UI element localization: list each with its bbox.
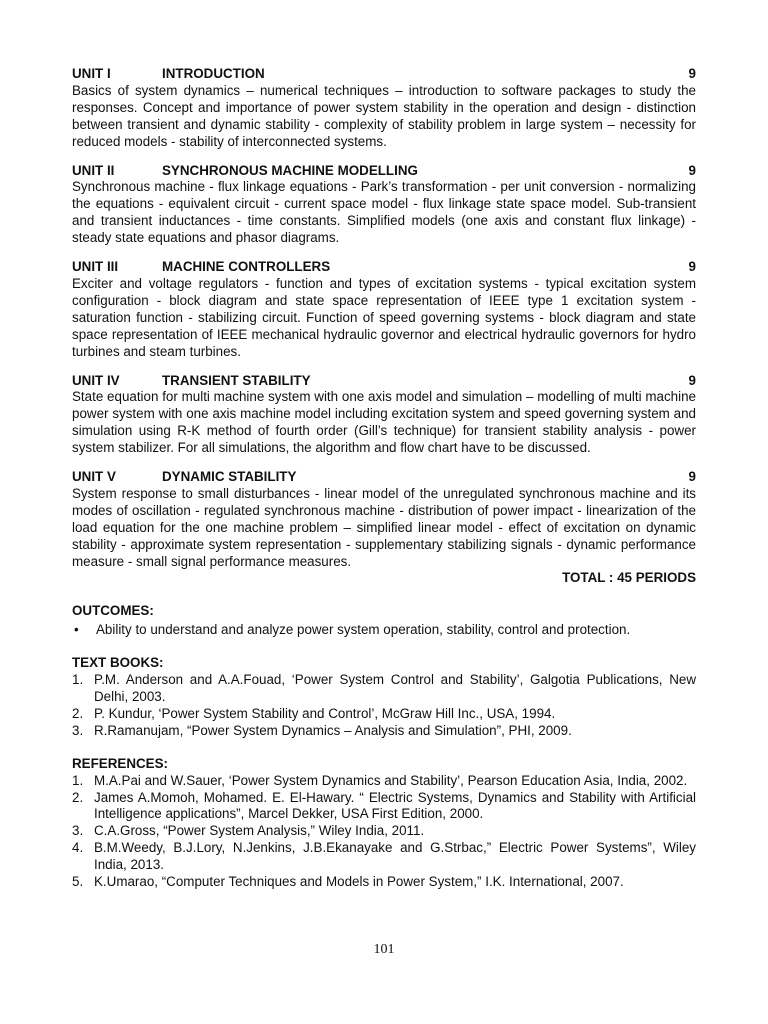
unit-heading bbox=[72, 163, 696, 180]
textbooks-list bbox=[72, 672, 696, 740]
list-item-number: 2. bbox=[72, 789, 84, 805]
unit-description: Basics of system dynamics – numerical techniques – introduction to software packages to study the responses. Concept and importance of power system stability in the operation and design - distinction between transient and dynamic stability - complexity of stability problem in large system – necessity for reduced models - stability of interconnected systems. bbox=[72, 82, 696, 149]
unit-section bbox=[72, 469, 696, 570]
unit-title: TRANSIENT STABILITY bbox=[162, 372, 311, 388]
unit-title: SYNCHRONOUS MACHINE MODELLING bbox=[162, 162, 418, 178]
unit-hours: 9 bbox=[688, 259, 696, 275]
list-item-text: C.A.Gross, “Power System Analysis,” Wiley India, 2011. bbox=[94, 823, 425, 839]
unit-heading bbox=[72, 66, 696, 83]
list-item bbox=[72, 672, 696, 706]
page-number: 101 bbox=[373, 942, 395, 957]
bullet-icon: • bbox=[74, 622, 79, 638]
list-item-number: 4. bbox=[72, 840, 84, 856]
unit-hours: 9 bbox=[688, 66, 696, 81]
unit-section bbox=[72, 373, 696, 458]
unit-title: MACHINE CONTROLLERS bbox=[162, 259, 331, 275]
unit-hours: 9 bbox=[688, 469, 696, 485]
unit-description: Synchronous machine - flux linkage equations - Park’s transformation - per unit conversion - normalizing the equations - equivalent circuit - current space model - flux linkage state space model. Sub-transient and transient inductances - time constants. Simplified models (one axis and constant flux linkage) - steady state equations and phasor diagrams. bbox=[72, 179, 696, 246]
unit-heading bbox=[72, 469, 696, 486]
list-item-number: 1. bbox=[72, 772, 84, 788]
list-item bbox=[72, 840, 696, 874]
list-item-text: K.Umarao, “Computer Techniques and Models in Power System,” I.K. International, 2007. bbox=[94, 874, 624, 890]
list-item bbox=[72, 823, 696, 840]
outcome-text: Ability to understand and analyze power system operation, stability, control and protection. bbox=[96, 622, 631, 638]
list-item-text: B.M.Weedy, B.J.Lory, N.Jenkins, J.B.Ekanayake and G.Strbac,” Electric Power Systems”, Wiley India, 2013. bbox=[94, 840, 696, 873]
list-item bbox=[72, 874, 696, 891]
unit-heading bbox=[72, 259, 696, 276]
list-item-number: 3. bbox=[72, 823, 84, 839]
unit-number: UNIT IV bbox=[72, 372, 120, 388]
references-list bbox=[72, 773, 696, 891]
list-item-text: R.Ramanujam, “Power System Dynamics – Analysis and Simulation”, PHI, 2009. bbox=[94, 722, 572, 738]
syllabus-page bbox=[72, 66, 696, 891]
list-item-number: 3. bbox=[72, 722, 84, 738]
list-item-number: 1. bbox=[72, 672, 84, 688]
outcome-item bbox=[72, 622, 696, 639]
list-item-number: 2. bbox=[72, 705, 84, 721]
list-item-number: 5. bbox=[72, 874, 84, 890]
list-item-text: M.A.Pai and W.Sauer, ‘Power System Dynamics and Stability’, Pearson Education Asia, India, 2002. bbox=[94, 772, 688, 788]
unit-section bbox=[72, 259, 696, 360]
unit-title: DYNAMIC STABILITY bbox=[162, 469, 297, 485]
list-item bbox=[72, 706, 696, 723]
unit-number: UNIT I bbox=[72, 66, 111, 81]
unit-heading bbox=[72, 373, 696, 390]
textbooks-title: TEXT BOOKS: bbox=[72, 655, 164, 671]
unit-section bbox=[72, 163, 696, 248]
list-item bbox=[72, 790, 696, 824]
unit-number: UNIT V bbox=[72, 469, 116, 485]
unit-section bbox=[72, 66, 696, 151]
unit-hours: 9 bbox=[688, 162, 696, 178]
unit-description: Exciter and voltage regulators - function and types of excitation systems - typical excitation system configuration - block diagram and state space representation of IEEE type 1 excitation system - saturation function - stabilizing circuit. Function of speed governing systems - block diagram and state space representation of IEEE mechanical hydraulic governor and electrical hydraulic governors for hydro turbines and steam turbines. bbox=[72, 275, 696, 359]
total-periods: TOTAL : 45 PERIODS bbox=[562, 570, 696, 586]
unit-number: UNIT II bbox=[72, 162, 115, 178]
unit-description: State equation for multi machine system with one axis model and simulation – modelling of multi machine power system with one axis machine model including excitation system and speed governing system and simulation using R-K method of fourth order (Gill’s technique) for transient stability analysis - power system stabilizer. For all simulations, the algorithm and flow chart have to be discussed. bbox=[72, 389, 696, 456]
unit-number: UNIT III bbox=[72, 259, 119, 275]
unit-description: System response to small disturbances - linear model of the unregulated synchronous machine and its modes of oscillation - regulated synchronous machine - distribution of power impact - linearization of the load equation for the one machine problem – simplified linear model - effect of excitation on dynamic stability - approximate system representation - supplementary stabilizing signals - dynamic performance measure - small signal performance measures. bbox=[72, 485, 696, 569]
list-item-text: James A.Momoh, Mohamed. E. El-Hawary. “ Electric Systems, Dynamics and Stability with Artificial Intelligence applications”, Marcel Dekker, USA First Edition, 2000. bbox=[94, 789, 696, 822]
list-item-text: P. Kundur, ‘Power System Stability and Control’, McGraw Hill Inc., USA, 1994. bbox=[94, 705, 556, 721]
references-title: REFERENCES: bbox=[72, 755, 168, 771]
unit-title: INTRODUCTION bbox=[162, 66, 265, 81]
list-item-text: P.M. Anderson and A.A.Fouad, ‘Power System Control and Stability’, Galgotia Publications, New Delhi, 2003. bbox=[94, 672, 696, 704]
list-item bbox=[72, 773, 696, 790]
list-item bbox=[72, 723, 696, 740]
unit-hours: 9 bbox=[688, 372, 696, 388]
outcomes-title: OUTCOMES: bbox=[72, 603, 154, 619]
